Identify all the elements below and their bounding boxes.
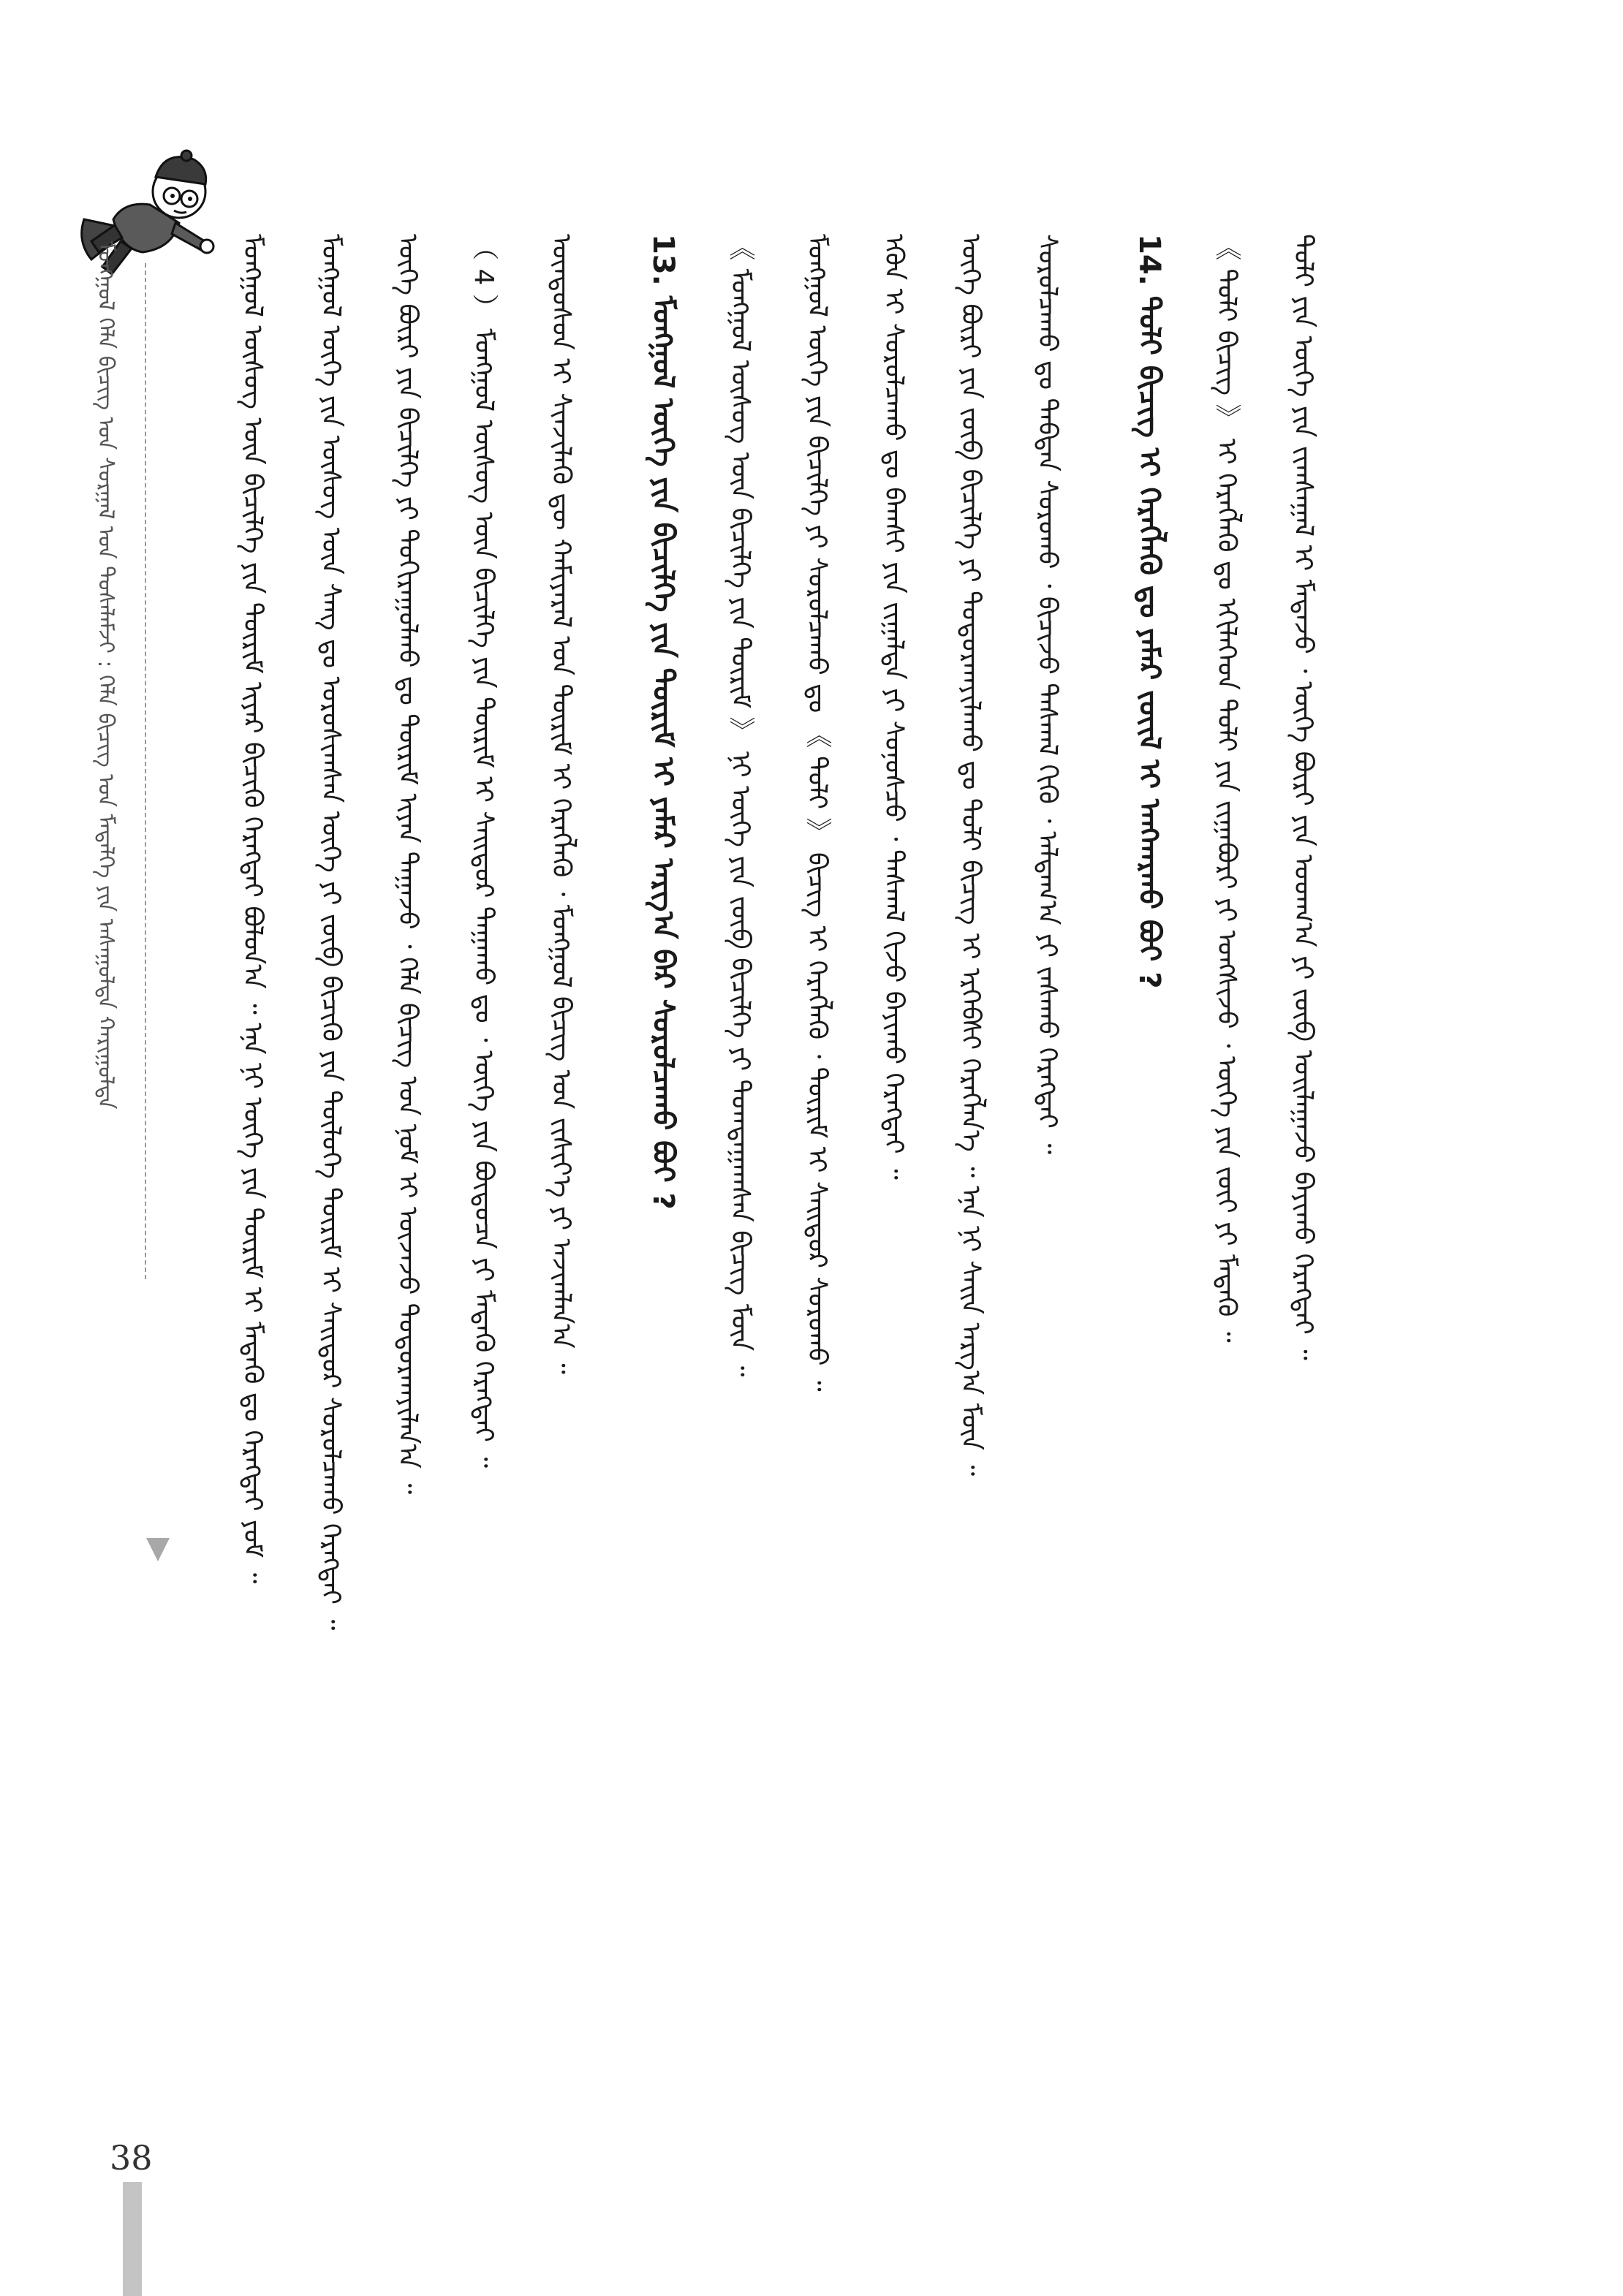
- text-column: ᠰᠤᠷᠤᠯᠴᠠᠬᠤ ᠳᠤ ᠳᠠᠪᠲᠠᠨ ᠰᠤᠷᠤᠬᠤ ᠂ ᠪᠢᠴᠢᠵᠦ ᠳᠠᠰᠬᠠᠯ ᠬᠢᠬᠦ ᠂ ᠠᠯᠳᠠᠭ᠎ᠠ ᠶᠢ ᠵᠠᠰᠠᠬᠤ ᠬᠡᠷᠡᠭᠲᠡᠢ ᠃: [1032, 234, 1062, 1155]
- triangle-arrow-icon: [143, 1535, 173, 1564]
- header-dashed-rule: [145, 263, 146, 1279]
- text-column: ᠦᠭᠡ ᠪᠦᠷᠢ ᠶᠢᠨ ᠪᠢᠴᠢᠯᠭᠡ ᠶᠢ ᠲᠣᠬᠢᠷᠠᠭᠤᠯᠬᠤ ᠳᠤ ᠳᠦᠷᠢᠮ ᠢᠶᠡᠨ ᠳᠠᠭᠠᠵᠤ ᠂ ᠬᠡᠯᠡ ᠪᠢᠴᠢᠭ᠌ ᠤᠨ ᠨᠣᠮ ᠢ ᠦᠵᠡᠵᠦ ᠲᠣᠳᠣᠷᠬᠠᠶᠢᠯᠠᠨ᠎ᠠ ᠃: [393, 234, 423, 1495]
- question-heading: 13. ᠮᠣᠩᠭᠣᠯ ᠦᠭᠡ ᠶᠢᠨ ᠪᠢᠴᠢᠯᠭᠡ ᠶᠢᠨ ᠳᠦᠷᠢᠮ ᠢ ᠶᠠᠮᠠᠷ ᠠᠷᠭ᠎ᠠ ᠪᠠᠷ ᠰᠤᠷᠤᠯᠴᠠᠬᠤ ᠪᠤᠢ ?: [646, 234, 680, 1210]
- text-column: ᠡᠭᠦᠨ ᠢ ᠰᠤᠷᠤᠯᠴᠠᠬᠤ ᠳᠤ ᠪᠠᠭᠰᠢ ᠶᠢᠨ ᠵᠢᠭᠠᠯᠲᠠ ᠶᠢ ᠰᠣᠨᠣᠰᠴᠤ ᠂ ᠳᠠᠰᠬᠠᠯ ᠬᠢᠵᠦ ᠪᠠᠶᠢᠬᠤ ᠬᠡᠷᠡᠭᠲᠡᠢ ᠃: [879, 234, 909, 1180]
- text-column: （ 4 ） ᠮᠣᠩᠭᠣᠯ ᠦᠰᠦᠭ ᠦᠨ ᠪᠢᠴᠢᠯᠭᠡ ᠶᠢᠨ ᠳᠦᠷᠢᠮ ᠢ ᠰᠠᠢᠲᠤᠷ ᠳᠠᠭᠠᠬᠤ ᠳᠤ ᠂ ᠦᠭᠡ ᠶᠢᠨ ᠪᠦᠲᠦᠴᠡ ᠶᠢ ᠮᠡᠳᠡᠬᠦ ᠬᠡᠷᠡᠭᠲᠡᠢ ᠃: [469, 234, 499, 1469]
- text-column: ᠦᠭᠡ ᠪᠦᠷᠢ ᠶᠢᠨ ᠵᠥᠪ ᠪᠢᠴᠢᠯᠭᠡ ᠶᠢ ᠲᠣᠳᠣᠷᠬᠠᠶᠢᠯᠠᠬᠤ ᠳᠤ ᠲᠣᠯᠢ ᠪᠢᠴᠢᠭ᠌ ᠢ ᠡᠷᠬᠡᠪᠰᠢ ᠬᠡᠷᠡᠭᠯᠡᠨ᠎ᠡ ᠃ ᠡᠨᠡ ᠨᠢ ᠰᠠᠢᠨ ᠠᠷᠭ᠎ᠠ ᠮᠥᠨ ᠃: [956, 234, 985, 1477]
- text-column: ᠮᠣᠩᠭᠣᠯ ᠦᠰᠦᠭ ᠦᠨ ᠪᠢᠴᠢᠯᠭᠡ ᠶᠢᠨ ᠳᠦᠷᠢᠮ ᠢᠶᠡᠷ ᠪᠢᠴᠢᠬᠦ ᠬᠡᠷᠡᠭᠲᠡᠢ ᠪᠣᠯᠤᠨ᠎ᠠ ᠃ ᠡᠨᠡ ᠨᠢ ᠦᠭᠡ ᠶᠢᠨ ᠳᠦᠷᠢᠮ ᠢ ᠮᠡᠳᠡᠬᠦ ᠳᠤ ᠬᠡᠷᠡᠭᠲᠡᠢ ᠶᠤᠮ ᠃: [238, 234, 268, 1584]
- running-header-title: ᠮᠣᠩᠭᠣᠯ ᠬᠡᠯᠡ ᠪᠢᠴᠢᠭ᠌ ᠤᠨ ᠰᠤᠷᠭᠠᠯ ᠤᠨ ᠲᠤᠰᠠᠯᠠᠮᠵᠢ : ᠬᠡᠯᠡ ᠪᠢᠴᠢᠭ᠌ ᠤᠨ ᠮᠡᠳᠡᠯᠭᠡ ᠶᠢᠨ ᠠᠰᠠᠭᠤᠯᠲᠠ ᠬᠠᠷᠢᠭᠤᠯᠲᠠ: [93, 241, 118, 1110]
- text-column: ᠲᠣᠯᠢ ᠶᠢᠨ ᠦᠭᠡ ᠶᠢᠨ ᠵᠢᠭᠰᠠᠭᠠᠯ ᠢ ᠮᠡᠳᠡᠵᠦ ᠂ ᠦᠭᠡ ᠪᠦᠷᠢ ᠶᠢᠨ ᠤᠳᠬ᠎ᠠ ᠶᠢ ᠵᠥᠪ ᠣᠢᠯᠠᠭᠠᠵᠤ ᠪᠠᠶᠢᠬᠤ ᠬᠡᠷᠡᠭᠲᠡᠢ ᠃: [1288, 234, 1318, 1360]
- text-column: ᠦᠨᠳᠦᠰᠦᠨ ᠢ ᠰᠢᠨᠵᠢᠯᠡᠬᠦ ᠳᠦ ᠬᠠᠮᠢᠶᠠᠷᠠᠯ ᠤᠨ ᠳᠦᠷᠢᠮ ᠢ ᠬᠡᠷᠡᠭᠯᠡᠬᠦ ᠂ ᠮᠣᠩᠭᠣᠯ ᠪᠢᠴᠢᠭ᠌ ᠤᠨ ᠵᠢᠱᠢᠶ᠎ᠡ ᠶᠢ ᠠᠵᠢᠭᠯᠠᠨ᠎ᠠ ᠃: [546, 234, 576, 1374]
- text-column: 《 ᠲᠣᠯᠢ ᠪᠢᠴᠢᠭ᠌ 》 ᠢ ᠬᠡᠷᠡᠭᠯᠡᠬᠦ ᠳᠤ ᠡᠬᠢᠯᠡᠭᠡᠳ ᠲᠣᠯᠢ ᠶᠢᠨ ᠵᠢᠭᠠᠪᠤᠷᠢ ᠶᠢ ᠤᠩᠰᠢᠵᠤ ᠂ ᠦᠭᠡ ᠶᠢᠨ ᠵᠦᠢ ᠶᠢ ᠮᠡᠳᠡᠬᠦ ᠃: [1211, 234, 1241, 1343]
- text-column: ᠮᠣᠩᠭᠣᠯ ᠦᠭᠡ ᠶᠢᠨ ᠦᠰᠦᠭ ᠦᠨ ᠰᠠᠩ ᠳᠤ ᠣᠷᠣᠰᠢᠭᠰᠠᠨ ᠦᠭᠡ ᠶᠢ ᠵᠥᠪ ᠪᠢᠴᠢᠬᠦ ᠶᠢᠨ ᠲᠥᠯᠥᠭᠡ ᠳᠦᠷᠢᠮ ᠢ ᠰᠠᠢᠲᠤᠷ ᠰᠤᠷᠤᠯᠴᠠᠬᠤ ᠬᠡᠷᠡᠭᠲᠡᠢ ᠃: [316, 234, 346, 1631]
- page-edge-tab: [123, 2182, 142, 2296]
- text-column: 《 ᠮᠣᠩᠭᠣᠯ ᠦᠰᠦᠭ ᠦᠨ ᠪᠢᠴᠢᠯᠭᠡ ᠶᠢᠨ ᠳᠦᠷᠢᠮ 》 ᠨᠢ ᠦᠭᠡ ᠶᠢᠨ ᠵᠥᠪ ᠪᠢᠴᠢᠯᠭᠡ ᠶᠢ ᠲᠣᠭᠲᠠᠭᠠᠭᠰᠠᠨ ᠪᠢᠴᠢᠭ᠌ ᠮᠥᠨ ᠃: [725, 234, 755, 1377]
- question-heading: 14. ᠲᠣᠯᠢ ᠪᠢᠴᠢᠭ᠌ ᠢ ᠬᠡᠷᠡᠭᠯᠡᠬᠦ ᠳᠤ ᠶᠠᠮᠠᠷ ᠵᠦᠢᠯ ᠢ ᠠᠩᠬᠠᠷᠬᠤ ᠪᠤᠢ ?: [1132, 234, 1166, 989]
- running-header: [86, 241, 130, 1323]
- page-number: 38: [110, 2138, 153, 2178]
- text-column: ᠮᠣᠩᠭᠣᠯ ᠦᠭᠡ ᠶᠢᠨ ᠪᠢᠴᠢᠯᠭᠡ ᠶᠢ ᠰᠤᠷᠤᠯᠴᠠᠬᠤ ᠳᠤ 《 ᠲᠣᠯᠢ 》 ᠪᠢᠴᠢᠭ᠌ ᠢ ᠬᠡᠷᠡᠭᠯᠡᠬᠦ ᠂ ᠳᠦᠷᠢᠮ ᠢ ᠰᠠᠢᠲᠤᠷ ᠰᠤᠷᠤᠬᠤ ᠃: [802, 234, 832, 1392]
